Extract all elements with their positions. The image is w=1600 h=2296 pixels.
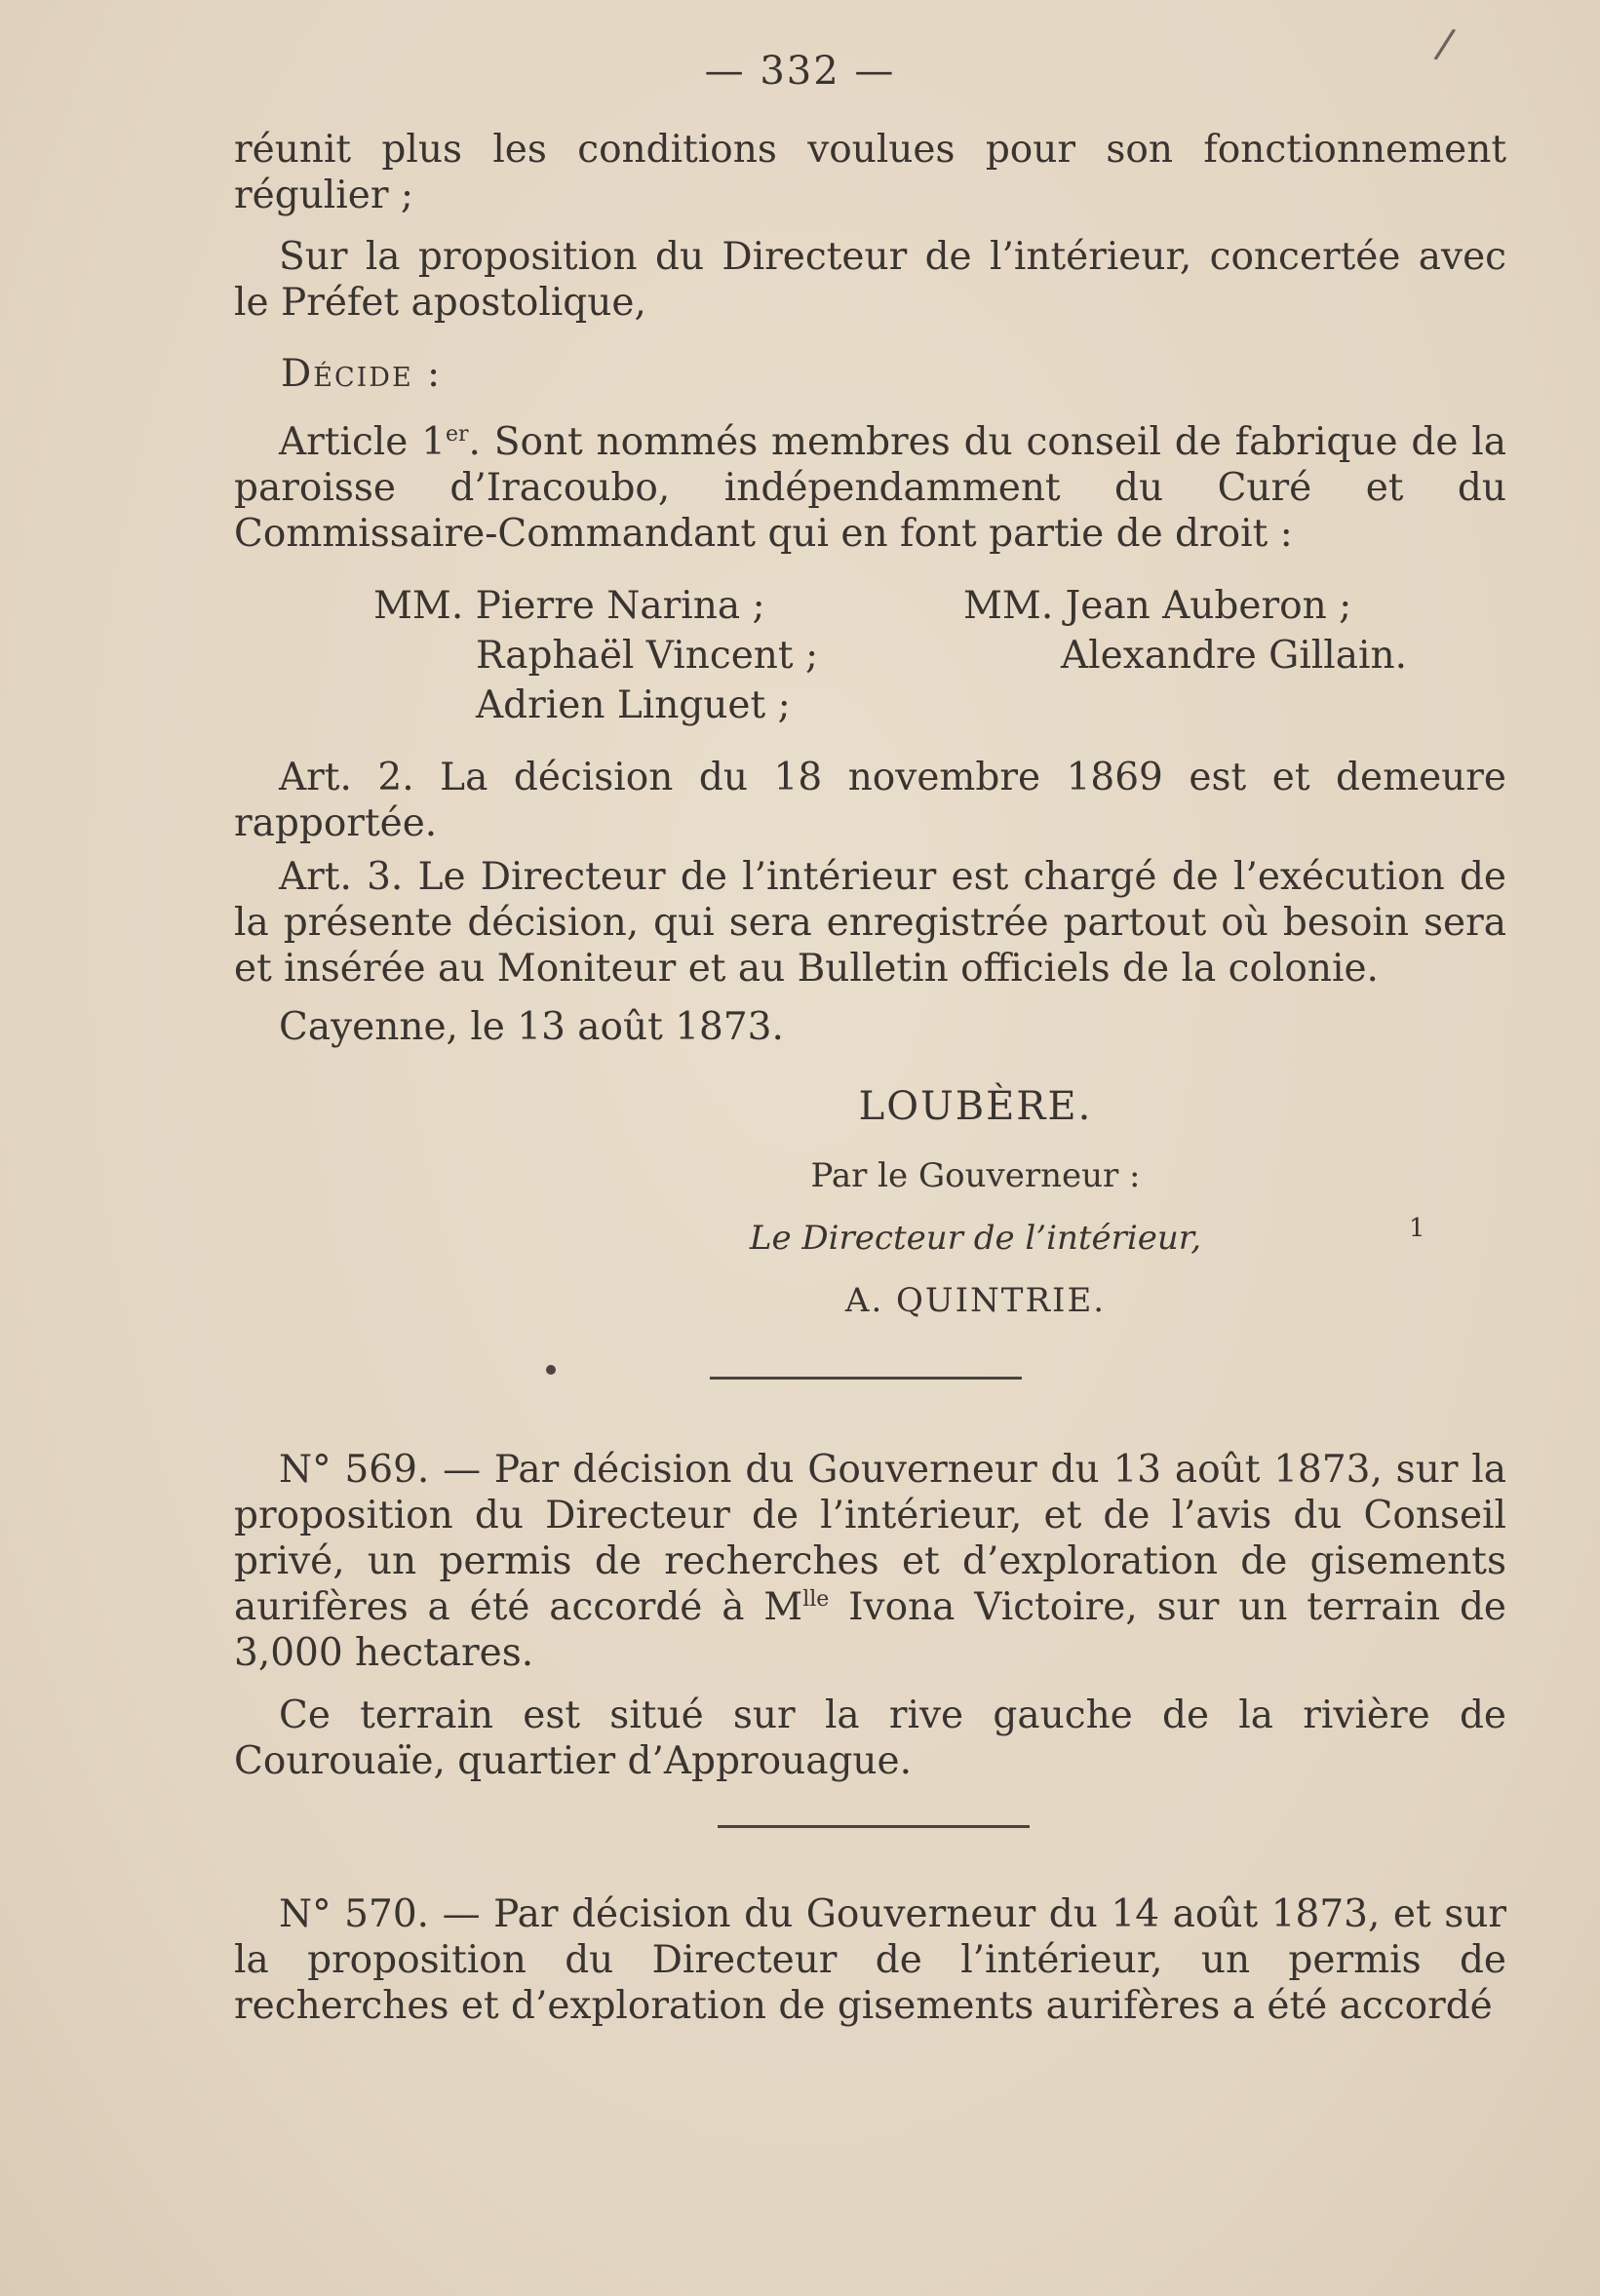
margin-mark: 1 bbox=[1409, 1214, 1425, 1243]
article-3: Art. 3. Le Directeur de l’intérieur est chargé de l’exécution de la présente décision, qui sera enregistrée partout où besoin sera et insérée au Moniteur et au Bulletin officiels de la colonie. bbox=[234, 855, 1506, 991]
decision-569-sup: lle bbox=[802, 1587, 830, 1612]
signature-by-line: Par le Gouverneur : bbox=[810, 1156, 1141, 1195]
member-left-3: Adrien Linguet ; bbox=[476, 683, 791, 727]
date-line: Cayenne, le 13 août 1873. bbox=[279, 1005, 784, 1049]
signature-name: LOUBÈRE. bbox=[858, 1084, 1093, 1129]
member-right-1: MM. Jean Auberon ; bbox=[963, 584, 1352, 628]
article-1 bbox=[234, 419, 1506, 557]
article-2: Art. 2. La décision du 18 novembre 1869 est et demeure rapportée. bbox=[234, 756, 1506, 845]
article-1-sup: er bbox=[445, 422, 469, 447]
corner-pencil-mark: / bbox=[1431, 19, 1459, 68]
signature-director: A. QUINTRIE. bbox=[844, 1281, 1107, 1320]
decide-heading bbox=[281, 351, 1553, 397]
article-1-lead: Article 1 bbox=[279, 420, 446, 464]
decide-label: Décide : bbox=[281, 352, 443, 396]
ink-dot bbox=[546, 1365, 556, 1375]
decision-569-tail: Ivona Victoire, sur un terrain de 3,000 hectares. bbox=[234, 1585, 1506, 1675]
member-left-1: MM. Pierre Narina ; bbox=[373, 584, 765, 628]
decision-569-lead: N° 569. — Par décision du Gouverneur du 13 août 1873, sur la proposition du Directeur de l’intérieur, et de l’avis du Conseil privé, un permis de recherches et d’exploration de gisements aurifères a été accordé à M bbox=[234, 1448, 1506, 1629]
intro-paragraph-2: Sur la proposition du Directeur de l’intérieur, concertée avec le Préfet apostolique, bbox=[234, 235, 1506, 325]
intro-paragraph-1: réunit plus les conditions voulues pour son fonctionnement régulier ; bbox=[234, 128, 1506, 217]
page-number: — 332 — bbox=[704, 49, 896, 94]
decision-569-location: Ce terrain est situé sur la rive gauche de la rivière de Courouaïe, quartier d’Approuague. bbox=[234, 1693, 1506, 1783]
decision-569 bbox=[234, 1447, 1506, 1676]
section-divider-2 bbox=[718, 1825, 1030, 1828]
member-left-2: Raphaël Vincent ; bbox=[476, 634, 819, 678]
members-right-column bbox=[963, 581, 1407, 681]
decision-570: N° 570. — Par décision du Gouverneur du 14 août 1873, et sur la proposition du Directeur de l’intérieur, un permis de recherches et d’exploration de gisements aurifères a été accordé bbox=[234, 1892, 1506, 2028]
article-1-text: . Sont nommés membres du conseil de fabrique de la paroisse d’Iracoubo, indépendamment du Curé et du Commissaire-Commandant qui en font partie de droit : bbox=[234, 420, 1506, 556]
members-left-column bbox=[373, 581, 818, 730]
section-divider-1 bbox=[710, 1377, 1022, 1380]
member-right-2: Alexandre Gillain. bbox=[1061, 634, 1407, 678]
signature-role: Le Directeur de l’intérieur, bbox=[749, 1219, 1202, 1258]
